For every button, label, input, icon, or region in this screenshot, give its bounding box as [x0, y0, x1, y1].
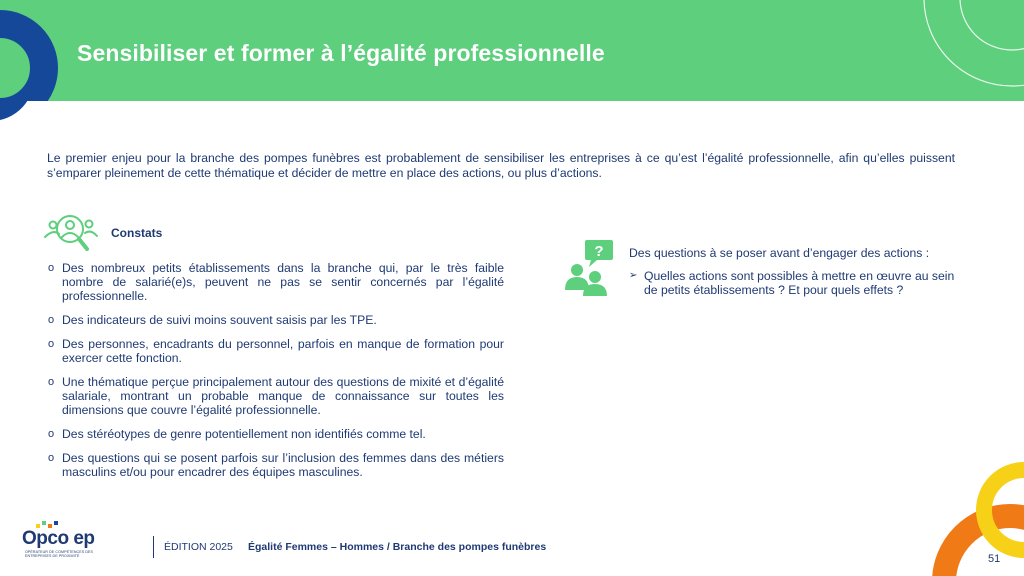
opco-ep-logo: [22, 520, 102, 564]
header-banner: [0, 0, 1024, 101]
corner-rings-decoration: [920, 462, 1024, 576]
blue-arc-decoration: [0, 100, 40, 122]
constats-title: Constats: [111, 226, 163, 240]
list-item: o Des nombreux petits établissements dans la branche qui, par le très faible nombre de salarié(e)s, peuvent ne pas se sentir concernés par l’égalité professionnelle.: [48, 261, 504, 303]
arrow-bullet-icon: ➢: [629, 270, 638, 281]
footer-edition: ÉDITION 2025: [164, 541, 233, 553]
people-magnifier-icon: [43, 211, 101, 255]
footer-divider: [153, 536, 154, 558]
intro-paragraph: Le premier enjeu pour la branche des pompes funèbres est probablement de sensibiliser les entreprises à ce qu’est l’égalité professionnelle, afin qu’elles puissent s’emparer pleinement de cette thématique et décider de mettre en place des actions, ou plus d’actions.: [47, 151, 955, 180]
header-decoration-left: [0, 0, 70, 101]
bullet-marker: o: [48, 262, 55, 274]
bullet-marker: o: [48, 314, 55, 326]
page-title: Sensibiliser et former à l’égalité professionnelle: [77, 40, 605, 66]
svg-text:?: ?: [594, 243, 604, 260]
bullet-marker: o: [48, 428, 55, 440]
bullet-marker: o: [48, 452, 55, 464]
questions-title: Des questions à se poser avant d’engager des actions :: [629, 246, 930, 260]
bullet-marker: o: [48, 338, 55, 350]
questions-list: [629, 269, 959, 297]
logo-tagline: OPÉRATEUR DE COMPÉTENCES DES ENTREPRISES DE PROXIMITÉ: [25, 550, 94, 558]
footer-title: Égalité Femmes – Hommes / Branche des pompes funèbres: [248, 541, 547, 553]
list-item: o Des stéréotypes de genre potentiellement non identifiés comme tel.: [48, 427, 426, 441]
list-item: o Des questions qui se posent parfois sur l’inclusion des femmes dans des métiers masculins et/ou pour encadrer des équipes masculines.: [48, 451, 504, 479]
list-item: ➢ Quelles actions sont possibles à mettre en œuvre au sein de petits établissements ? Et pour quels effets ?: [629, 269, 955, 297]
list-item: o Des personnes, encadrants du personnel, parfois en manque de formation pour exercer cette fonction.: [48, 337, 504, 365]
logo-wordmark: Opco ep: [22, 528, 95, 549]
list-item: o Une thématique perçue principalement autour des questions de mixité et d’égalité salariale, montrant un probable manque de connaissance sur toutes les dimensions que couvre l’égalité professionnelle.: [48, 375, 504, 417]
list-item: o Des indicateurs de suivi moins souvent saisis par les TPE.: [48, 313, 377, 327]
constats-list: [48, 261, 504, 489]
page-number: 51: [988, 553, 1001, 565]
bullet-marker: o: [48, 376, 55, 388]
people-question-icon: [565, 240, 615, 296]
header-decoration-right: [910, 0, 1024, 101]
